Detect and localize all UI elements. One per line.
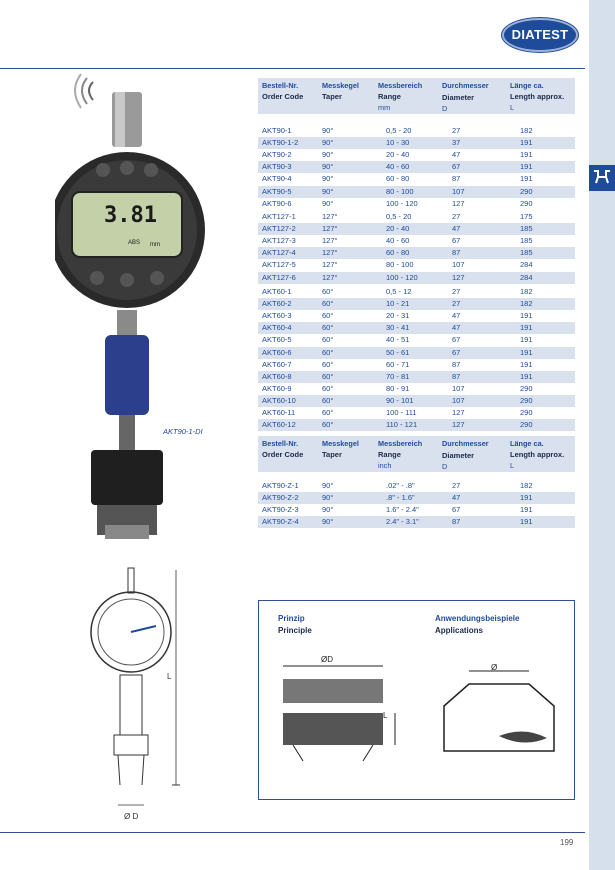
hdr2-diam-de: Durchmesser <box>442 439 489 448</box>
diameter-cell: 67 <box>452 347 461 357</box>
order-code-cell: AKT127-5 <box>262 260 296 270</box>
taper-cell: 127° <box>322 224 338 234</box>
side-strip <box>589 0 615 870</box>
diameter-cell: 47 <box>452 493 461 503</box>
taper-cell: 90° <box>322 138 334 148</box>
diameter-cell: 47 <box>452 311 461 321</box>
table-row <box>258 347 575 359</box>
table-row <box>258 161 575 173</box>
order-code-cell: AKT90-1 <box>262 126 292 135</box>
principle-length-label: L <box>383 711 388 720</box>
length-cell: 290 <box>520 186 533 196</box>
range-cell: 50 - 61 <box>386 347 410 357</box>
principle-diameter-label: ØD <box>321 655 333 664</box>
hdr-range-de: Messbereich <box>378 81 423 90</box>
gauge-value: 3.81 <box>104 203 157 228</box>
diameter-cell: 87 <box>452 359 461 369</box>
order-code-cell: AKT60-12 <box>262 420 296 430</box>
order-code-cell: AKT90-1-2 <box>262 138 299 148</box>
diameter-cell: 87 <box>452 174 461 184</box>
hdr2-range-en: Range <box>378 450 401 459</box>
order-code-cell: AKT60-8 <box>262 371 292 381</box>
hdr2-length-en: Length approx. <box>510 450 565 459</box>
length-cell: 191 <box>520 311 533 321</box>
table-row <box>258 198 575 210</box>
table-row <box>258 223 575 235</box>
length-cell: 191 <box>520 150 533 160</box>
order-code-cell: AKT90-2 <box>262 150 292 160</box>
length-cell: 191 <box>520 493 533 503</box>
hdr-order-de: Bestell-Nr. <box>262 81 299 90</box>
range-cell: .02" - .8" <box>386 481 415 490</box>
order-code-cell: AKT60-3 <box>262 311 292 321</box>
range-cell: 40 - 60 <box>386 236 410 246</box>
taper-cell: 90° <box>322 493 334 503</box>
length-cell: 290 <box>520 420 533 430</box>
table-row <box>258 310 575 322</box>
taper-cell: 60° <box>322 299 334 309</box>
table-row <box>258 298 575 310</box>
table-row <box>258 419 575 431</box>
range-cell: 1.6" - 2.4" <box>386 505 419 515</box>
range-cell: 20 - 40 <box>386 224 410 234</box>
range-cell: 80 - 100 <box>386 260 414 270</box>
range-cell: 0,5 - 12 <box>386 287 412 296</box>
range-cell: 100 - 120 <box>386 198 418 208</box>
diameter-cell: 67 <box>452 335 461 345</box>
diameter-cell: 47 <box>452 323 461 333</box>
taper-cell: 90° <box>322 481 334 490</box>
application-diagram <box>439 656 559 766</box>
range-cell: 0,5 - 20 <box>386 126 412 135</box>
taper-cell: 127° <box>322 248 338 258</box>
length-cell: 185 <box>520 224 533 234</box>
order-code-cell: AKT60-10 <box>262 395 296 405</box>
drawing-diameter-label: Ø D <box>124 812 139 821</box>
table-row <box>258 137 575 149</box>
diameter-cell: 127 <box>452 272 465 282</box>
taper-cell: 60° <box>322 420 334 430</box>
diameter-cell: 27 <box>452 481 461 490</box>
diameter-cell: 107 <box>452 383 465 393</box>
hdr-taper-de: Messkegel <box>322 81 359 90</box>
section-tab[interactable] <box>589 165 615 191</box>
product-photo <box>55 70 235 550</box>
range-cell: 40 - 60 <box>386 162 410 172</box>
diameter-cell: 87 <box>452 517 461 527</box>
hdr-range-unit: mm <box>378 103 391 112</box>
principle-box <box>258 600 575 800</box>
range-cell: 110 - 121 <box>386 420 418 430</box>
hdr-length-unit: L <box>510 103 515 112</box>
gauge-symbol-icon <box>592 169 612 187</box>
taper-cell: 60° <box>322 371 334 381</box>
hdr2-taper-en: Taper <box>322 450 342 459</box>
order-code-cell: AKT60-4 <box>262 323 292 333</box>
diameter-cell: 27 <box>452 299 461 309</box>
diameter-cell: 67 <box>452 162 461 172</box>
order-code-cell: AKT60-2 <box>262 299 292 309</box>
table-row <box>258 286 575 298</box>
range-cell: 10 - 30 <box>386 138 410 148</box>
taper-cell: 90° <box>322 126 334 135</box>
diameter-cell: 47 <box>452 224 461 234</box>
range-cell: 40 - 51 <box>386 335 410 345</box>
taper-cell: 60° <box>322 383 334 393</box>
taper-cell: 127° <box>322 260 338 270</box>
taper-cell: 60° <box>322 347 334 357</box>
order-code-cell: AKT60-11 <box>262 408 296 417</box>
order-code-cell: AKT60-5 <box>262 335 292 345</box>
length-cell: 191 <box>520 359 533 369</box>
length-cell: 191 <box>520 371 533 381</box>
principle-label: Principle <box>278 626 312 635</box>
hdr-length-en: Length approx. <box>510 92 565 101</box>
table-row <box>258 516 575 528</box>
hdr-length-de: Länge ca. <box>510 81 544 90</box>
order-code-cell: AKT90-Z-3 <box>262 505 299 515</box>
table-row <box>258 395 575 407</box>
taper-cell: 60° <box>322 287 334 296</box>
length-cell: 284 <box>520 272 533 282</box>
range-cell: 60 - 71 <box>386 359 410 369</box>
range-cell: 20 - 31 <box>386 311 410 321</box>
length-cell: 191 <box>520 323 533 333</box>
length-cell: 182 <box>520 287 533 296</box>
order-code-cell: AKT90-3 <box>262 162 292 172</box>
range-cell: 80 - 100 <box>386 186 414 196</box>
range-cell: 30 - 41 <box>386 323 410 333</box>
order-code-cell: AKT90-6 <box>262 198 292 208</box>
taper-cell: 60° <box>322 311 334 321</box>
taper-cell: 90° <box>322 198 334 208</box>
hdr2-length-de: Länge ca. <box>510 439 544 448</box>
table-row <box>258 322 575 334</box>
range-cell: 100 - 120 <box>386 272 418 282</box>
hdr2-order-en: Order Code <box>262 450 304 459</box>
hdr2-range-de: Messbereich <box>378 439 423 448</box>
diameter-cell: 107 <box>452 395 465 405</box>
table-row <box>258 480 575 492</box>
application-diameter-label: Ø <box>491 663 498 672</box>
taper-cell: 90° <box>322 150 334 160</box>
range-cell: 60 - 80 <box>386 248 410 258</box>
taper-cell: 60° <box>322 323 334 333</box>
table-row <box>258 359 575 371</box>
length-cell: 191 <box>520 347 533 357</box>
page-number: 199 <box>560 838 574 847</box>
order-code-cell: AKT90-Z-2 <box>262 493 299 503</box>
table-row <box>258 272 575 284</box>
hdr-diam-en: Diameter <box>442 93 475 102</box>
diameter-cell: 67 <box>452 236 461 246</box>
range-cell: 100 - 111 <box>386 408 417 417</box>
order-code-cell: AKT90-Z-4 <box>262 517 299 527</box>
length-cell: 290 <box>520 198 533 208</box>
hdr2-range-unit: inch <box>378 461 392 470</box>
length-cell: 191 <box>520 505 533 515</box>
table-row <box>258 173 575 185</box>
diameter-cell: 27 <box>452 212 461 221</box>
table-row <box>258 259 575 271</box>
photo-caption: AKT90-1-DI <box>163 427 203 436</box>
table-row <box>258 247 575 259</box>
taper-cell: 60° <box>322 395 334 405</box>
length-cell: 185 <box>520 248 533 258</box>
range-cell: 90 - 101 <box>386 395 414 405</box>
length-cell: 182 <box>520 126 533 135</box>
taper-cell: 90° <box>322 517 334 527</box>
length-cell: 284 <box>520 260 533 270</box>
hdr2-taper-de: Messkegel <box>322 439 359 448</box>
diatest-logo <box>502 18 578 52</box>
diameter-cell: 87 <box>452 371 461 381</box>
taper-cell: 90° <box>322 186 334 196</box>
length-cell: 191 <box>520 162 533 172</box>
table-row <box>258 125 575 137</box>
taper-cell: 60° <box>322 359 334 369</box>
diameter-cell: 27 <box>452 126 461 135</box>
taper-cell: 90° <box>322 162 334 172</box>
order-code-cell: AKT127-3 <box>262 236 296 246</box>
length-cell: 191 <box>520 138 533 148</box>
length-cell: 185 <box>520 236 533 246</box>
order-code-cell: AKT60-9 <box>262 383 292 393</box>
range-cell: 70 - 81 <box>386 371 410 381</box>
order-code-cell: AKT90-4 <box>262 174 292 184</box>
taper-cell: 90° <box>322 505 334 515</box>
hdr2-length-unit: L <box>510 461 515 470</box>
order-code-cell: AKT127-2 <box>262 224 296 234</box>
order-code-cell: AKT127-6 <box>262 272 296 282</box>
table-row <box>258 211 575 223</box>
taper-cell: 60° <box>322 335 334 345</box>
hdr-order-en: Order Code <box>262 92 304 101</box>
taper-cell: 90° <box>322 174 334 184</box>
range-cell: 20 - 40 <box>386 150 410 160</box>
hdr2-diam-en: Diameter <box>442 451 475 460</box>
taper-cell: 127° <box>322 236 338 246</box>
order-code-cell: AKT90-Z-1 <box>262 481 299 490</box>
hdr2-diam-unit: D <box>442 462 448 471</box>
applications-en-label: Applications <box>435 626 484 635</box>
order-code-cell: AKT60-7 <box>262 359 292 369</box>
hdr-taper-en: Taper <box>322 92 342 101</box>
diameter-cell: 87 <box>452 248 461 258</box>
applications-de-label: Anwendungsbeispiele <box>435 614 520 623</box>
hdr-diam-de: Durchmesser <box>442 81 489 90</box>
length-cell: 290 <box>520 395 533 405</box>
hdr-range-en: Range <box>378 92 401 101</box>
diameter-cell: 107 <box>452 186 465 196</box>
principle-diagram <box>273 651 413 771</box>
order-code-cell: AKT127-4 <box>262 248 296 258</box>
diameter-cell: 127 <box>452 420 465 430</box>
order-code-cell: AKT90-5 <box>262 186 292 196</box>
table-row <box>258 383 575 395</box>
range-cell: 60 - 80 <box>386 174 410 184</box>
table-row <box>258 149 575 161</box>
length-cell: 182 <box>520 299 533 309</box>
diameter-cell: 47 <box>452 150 461 160</box>
table-row <box>258 504 575 516</box>
range-cell: 80 - 91 <box>386 383 410 393</box>
range-cell: 2.4" - 3.1" <box>386 517 419 527</box>
range-cell: 0,5 - 20 <box>386 212 412 221</box>
technical-drawing <box>80 560 200 830</box>
bottom-rule <box>0 832 585 833</box>
length-cell: 191 <box>520 335 533 345</box>
taper-cell: 127° <box>322 212 338 221</box>
taper-cell: 60° <box>322 408 334 417</box>
table-row <box>258 407 575 419</box>
diameter-cell: 127 <box>452 408 465 417</box>
length-cell: 175 <box>520 212 533 221</box>
order-code-cell: AKT60-6 <box>262 347 292 357</box>
diameter-cell: 107 <box>452 260 465 270</box>
length-cell: 290 <box>520 383 533 393</box>
diameter-cell: 27 <box>452 287 461 296</box>
drawing-length-label: L <box>167 672 172 681</box>
length-cell: 191 <box>520 174 533 184</box>
length-cell: 191 <box>520 517 533 527</box>
table-row <box>258 235 575 247</box>
table-row <box>258 492 575 504</box>
order-code-cell: AKT127-1 <box>262 212 296 221</box>
taper-cell: 127° <box>322 272 338 282</box>
gauge-mm-label: mm <box>150 242 160 248</box>
length-cell: 290 <box>520 408 533 417</box>
hdr2-order-de: Bestell-Nr. <box>262 439 299 448</box>
diameter-cell: 67 <box>452 505 461 515</box>
table-header-inch <box>258 436 575 472</box>
gauge-abs-label: ABS <box>128 240 141 246</box>
table-row <box>258 334 575 346</box>
top-rule <box>0 68 585 69</box>
table-row <box>258 371 575 383</box>
hdr-diam-unit: D <box>442 104 448 113</box>
logo-text: DIATEST <box>511 27 569 42</box>
table-header-metric <box>258 78 575 114</box>
order-code-cell: AKT60-1 <box>262 287 292 296</box>
range-cell: 10 - 21 <box>386 299 410 309</box>
prinzip-label: Prinzip <box>278 614 305 623</box>
range-cell: .8" - 1.6" <box>386 493 415 503</box>
length-cell: 182 <box>520 481 533 490</box>
table-row <box>258 186 575 198</box>
diameter-cell: 37 <box>452 138 461 148</box>
diameter-cell: 127 <box>452 198 465 208</box>
